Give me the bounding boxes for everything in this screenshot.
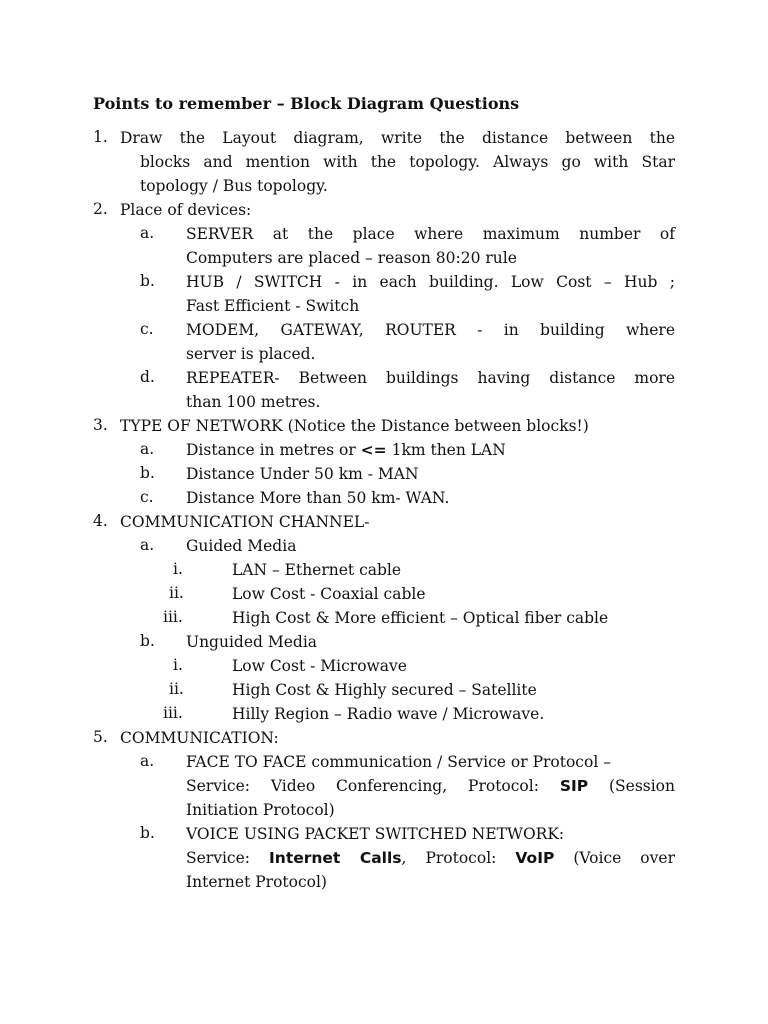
sub-sub-text: Low Cost - Microwave [232,657,407,675]
item-title: Place of devices: [120,201,252,219]
item-text: Draw the Layout diagram, write the distance between the [120,129,675,147]
sub-text: Guided Media [186,537,297,555]
roman-marker: ii. [169,584,184,602]
sub-sub-text: Hilly Region – Radio wave / Microwave. [232,705,545,723]
item-number: 2. [93,200,108,218]
page-title: Points to remember – Block Diagram Questions [93,94,520,113]
sub-text: REPEATER- Between buildings having distance more [186,369,675,387]
sub-text [186,776,675,796]
sub-marker: a. [140,752,155,770]
text-run: (Voice over [554,849,675,867]
sub-marker: a. [140,536,155,554]
text-run: , Protocol: [401,849,516,867]
sub-text: FACE TO FACE communication / Service or Protocol – [186,753,611,771]
sub-text: Unguided Media [186,633,318,651]
sub-text [186,848,675,868]
bold-text: <= [360,441,387,459]
item-text: topology / Bus topology. [140,177,328,195]
text-run: Service: [186,849,270,867]
sub-text: than 100 metres. [186,393,321,411]
text-run: Service: Video Conferencing, Protocol: [186,777,560,795]
sub-sub-text: High Cost & Highly secured – Satellite [232,681,537,699]
sub-sub-text: High Cost & More efficient – Optical fiber cable [232,609,609,627]
sub-marker: b. [140,464,155,482]
sub-text: SERVER at the place where maximum number of [186,225,675,243]
sub-marker: b. [140,824,155,842]
bold-text: VoIP [515,849,555,867]
sub-text: Distance Under 50 km - MAN [186,465,419,483]
item-number: 4. [93,512,108,530]
item-number: 3. [93,416,108,434]
sub-text: Initiation Protocol) [186,801,335,819]
text-run: (Session [588,777,675,795]
sub-text: MODEM, GATEWAY, ROUTER - in building where [186,321,675,339]
sub-text [186,440,506,460]
text-run: 1km then LAN [386,441,506,459]
roman-marker: i. [173,656,183,674]
sub-marker: c. [140,320,154,338]
sub-text: Fast Efficient - Switch [186,297,360,315]
roman-marker: i. [173,560,183,578]
sub-sub-text: LAN – Ethernet cable [232,561,402,579]
sub-marker: b. [140,272,155,290]
sub-text: VOICE USING PACKET SWITCHED NETWORK: [186,825,565,843]
sub-text: Distance More than 50 km- WAN. [186,489,450,507]
item-number: 5. [93,728,108,746]
sub-marker: a. [140,224,155,242]
sub-text: server is placed. [186,345,316,363]
roman-marker: ii. [169,680,184,698]
item-title: COMMUNICATION: [120,729,279,747]
bold-text: SIP [559,777,589,795]
sub-marker: d. [140,368,155,386]
text-run: Distance in metres or [186,441,361,459]
item-number: 1. [93,128,108,146]
roman-marker: iii. [163,704,183,722]
item-title: COMMUNICATION CHANNEL- [120,513,370,531]
sub-sub-text: Low Cost - Coaxial cable [232,585,426,603]
item-title: TYPE OF NETWORK (Notice the Distance between blocks!) [120,417,589,435]
sub-text: Computers are placed – reason 80:20 rule [186,249,517,267]
sub-text: HUB / SWITCH - in each building. Low Cost – Hub ; [186,273,675,291]
roman-marker: iii. [163,608,183,626]
sub-marker: c. [140,488,154,506]
item-text: blocks and mention with the topology. Always go with Star [140,153,675,171]
bold-text: Internet Calls [269,849,402,867]
sub-marker: a. [140,440,155,458]
sub-text: Internet Protocol) [186,873,327,891]
sub-marker: b. [140,632,155,650]
